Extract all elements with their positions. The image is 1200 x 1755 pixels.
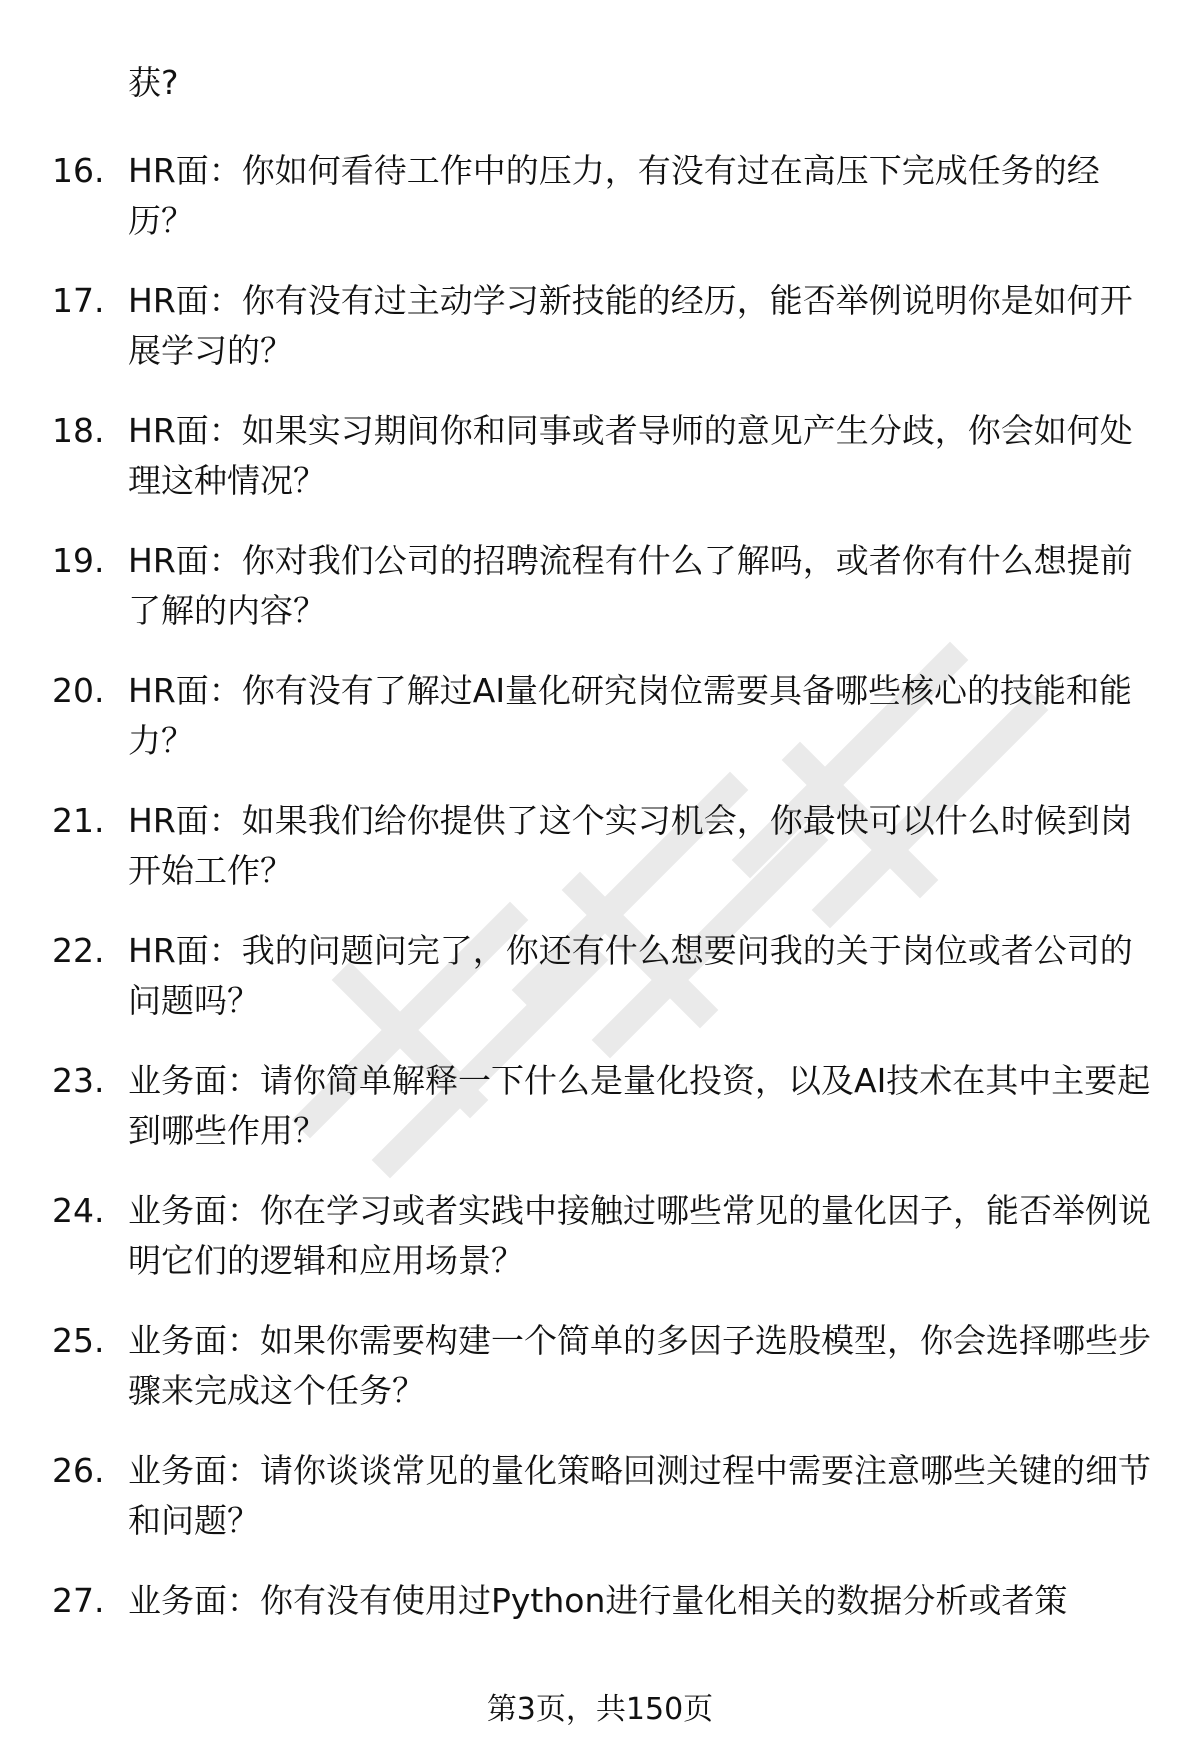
question-number: 22. [52,931,105,970]
question-number: 21. [52,801,105,840]
list-item [0,1446,1200,1576]
question-number: 23. [52,1061,105,1100]
list-item [0,926,1200,1056]
page-number-footer: 第3页，共150页 [486,1692,714,1727]
question-text: 业务面：你有没有使用过Python进行量化相关的数据分析或者策 [128,1581,1068,1620]
list-item [0,146,1200,276]
list-item [0,796,1200,926]
question-number: 27. [52,1581,105,1620]
question-text: 业务面：请你谈谈常见的量化策略回测过程中需要注意哪些关键的细节和问题？ [128,1451,1151,1540]
list-item [0,666,1200,796]
list-item [0,1056,1200,1186]
question-number: 24. [52,1191,105,1230]
question-number: 17. [52,281,105,320]
list-item [0,1316,1200,1446]
question-text: HR面：我的问题问完了，你还有什么想要问我的关于岗位或者公司的问题吗？ [128,931,1133,1020]
question-text: 业务面：你在学习或者实践中接触过哪些常见的量化因子，能否举例说明它们的逻辑和应用场景？ [128,1191,1151,1280]
question-text: 业务面：请你简单解释一下什么是量化投资，以及AI技术在其中主要起到哪些作用？ [128,1061,1151,1150]
list-item [0,1576,1200,1706]
question-number: 18. [52,411,105,450]
continued-question-text: 获? [128,63,179,102]
list-item [0,276,1200,406]
question-text: HR面：如果实习期间你和同事或者导师的意见产生分歧，你会如何处理这种情况？ [128,411,1133,500]
question-text: HR面：如果我们给你提供了这个实习机会，你最快可以什么时候到岗开始工作？ [128,801,1133,890]
question-number: 25. [52,1321,105,1360]
list-item [0,536,1200,666]
list-item [0,1186,1200,1316]
question-text: HR面：你有没有了解过AI量化研究岗位需要具备哪些核心的技能和能力？ [128,671,1133,760]
question-text: HR面：你有没有过主动学习新技能的经历，能否举例说明你是如何开展学习的？ [128,281,1133,370]
question-number: 20. [52,671,105,710]
question-text: HR面：你对我们公司的招聘流程有什么了解吗，或者你有什么想提前了解的内容？ [128,541,1133,630]
question-number: 16. [52,151,105,190]
question-text: HR面：你如何看待工作中的压力，有没有过在高压下完成任务的经历？ [128,151,1100,240]
question-number: 26. [52,1451,105,1490]
question-list [0,146,1200,1706]
question-number: 19. [52,541,105,580]
list-item [0,406,1200,536]
question-text: 业务面：如果你需要构建一个简单的多因子选股模型，你会选择哪些步骤来完成这个任务？ [128,1321,1151,1410]
